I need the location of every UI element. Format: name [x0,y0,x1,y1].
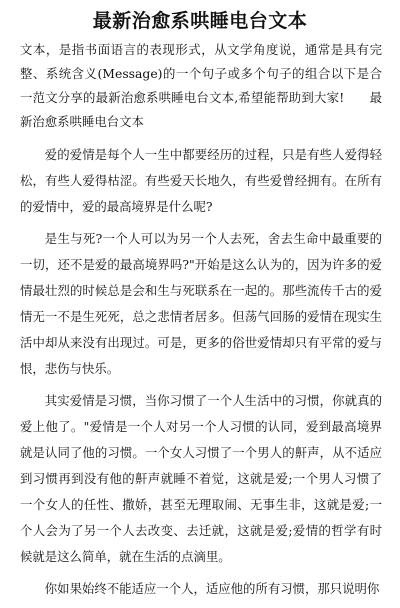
body-paragraph: 是生与死?一个人可以为另一个人去死，舍去生命中最重要的一切，还不是爱的最高境界吗?"开始是这么认为的，因为许多的爱情最壮烈的时候总是会和生与死联系在一起的。那些流传千古的爱情无一不是生死死，总之悲情者居多。但荡气回肠的爱情在现实生活中却从来没有出现过。可是，更多的俗世爱情却只有平常的爱与恨，悲伤与快乐。 [20,231,382,376]
body-paragraph: 爱的爱情是每个人一生中都要经历的过程，只是有些人爱得轻松，有些人爱得枯涩。有些爱天长地久，有些爱曾经拥有。在所有的爱情中，爱的最高境界是什么呢? [20,147,382,214]
document-body [20,38,382,608]
body-paragraph: 你如果始终不能适应一个人，适应他的所有习惯，那只说明你 [44,581,380,596]
intro-paragraph: 文本，是指书面语言的表现形式，从文学角度说，通常是具有完整、系统含义(Message)的一个句子或多个句子的组合以下是合一范文分享的最新治愈系哄睡电台文本,希望能帮助到大家! 最新治愈系哄睡电台文本 [20,42,382,129]
document-title: 最新治愈系哄睡电台文本 [92,10,308,32]
body-paragraph: 其实爱情是习惯，当你习惯了一个人生活中的习惯，你就真的爱上他了。"爱情是一个人对另一个人习惯的认同，爱到最高境界就是认同了他的习惯。一个女人习惯了一个男人的鼾声，从不适应到习惯再到没有他的鼾声就睡不着觉，这就是爱;一个男人习惯了一个女人的任性、撒娇，甚至无理取闹、无事生非，这就是爱;一个人会为了另一个人去改变、去迁就，这就是爱;爱情的哲学有时候就是这么简单，就在生活的点滴里。 [20,393,382,564]
